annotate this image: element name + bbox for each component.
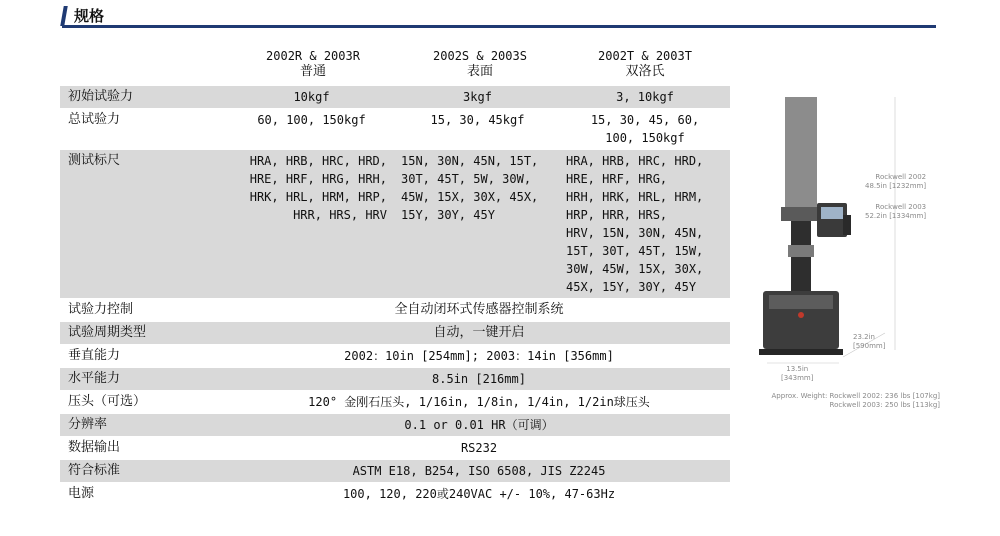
spec-table <box>60 86 730 506</box>
weight-label <box>745 392 940 410</box>
cell-value: ASTM E18, B254, ISO 6508, JIS Z2245 <box>228 460 730 483</box>
column-headers <box>60 48 730 86</box>
table-row <box>60 414 730 437</box>
row-label: 电源 <box>60 483 228 506</box>
column-model: 2002T & 2003T <box>598 49 692 63</box>
dim-text: [343mm] <box>781 374 814 382</box>
dim-text: [590mm] <box>853 342 886 350</box>
row-label: 垂直能力 <box>60 345 228 368</box>
row-label: 分辨率 <box>60 414 228 437</box>
tester-foot <box>759 349 843 355</box>
row-label: 初始试验力 <box>60 86 228 109</box>
cell-value: 3kgf <box>395 86 560 109</box>
cell-value: HRA, HRB, HRC, HRD, HRE, HRF, HRG, HRH, HRK, HRL, HRM, HRP, HRR, HRS, HRV, 15N, 30N, 45N, 15T, 30T, 45T, 15W, 30W, 45W, 15X, 30X, 45X, 15Y, 30Y, 45Y <box>560 150 730 299</box>
row-label: 试验周期类型 <box>60 322 228 345</box>
row-label: 符合标准 <box>60 460 228 483</box>
row-label: 总试验力 <box>60 109 228 150</box>
panel-arm <box>843 215 851 235</box>
tester-figure <box>745 95 940 415</box>
table-row <box>60 150 730 299</box>
display-screen <box>821 207 843 219</box>
cell-value: 2002：10in [254mm]; 2003：14in [356mm] <box>228 345 730 368</box>
cell-value: 15N, 30N, 45N, 15T, 30T, 45T, 5W, 30W, 45W, 15X, 30X, 45X, 15Y, 30Y, 45Y <box>395 150 560 299</box>
table-row <box>60 109 730 150</box>
dim-text: 48.5in [1232mm] <box>865 182 927 190</box>
table-row <box>60 86 730 109</box>
table-row <box>60 299 730 322</box>
depth-label <box>853 333 885 351</box>
section-title: 规格 <box>74 7 105 25</box>
cell-value: 3, 10kgf <box>560 86 730 109</box>
cell-value: 60, 100, 150kgf <box>228 109 395 150</box>
column-model: 2002R & 2003R <box>266 49 360 63</box>
row-label: 试验力控制 <box>60 299 228 322</box>
cell-value: 全自动闭环式传感器控制系统 <box>228 299 730 322</box>
height-label-2002 <box>865 173 926 191</box>
cell-value: HRA, HRB, HRC, HRD, HRE, HRF, HRG, HRH, HRK, HRL, HRM, HRP, HRR, HRS, HRV <box>228 150 395 299</box>
row-label: 数据输出 <box>60 437 228 460</box>
column-type: 表面 <box>466 64 493 79</box>
dim-text: 13.5in <box>786 365 809 373</box>
cell-value: 15, 30, 45, 60, 100, 150kgf <box>560 109 730 150</box>
tester-column <box>785 97 817 207</box>
table-row <box>60 322 730 345</box>
row-label: 水平能力 <box>60 368 228 391</box>
dim-text: Rockwell 2003 <box>875 203 927 211</box>
dim-text: Rockwell 2003: 250 lbs [113kg] <box>829 401 940 409</box>
row-label: 测试标尺 <box>60 150 228 299</box>
hardness-tester-image <box>745 95 940 415</box>
column-type: 双洛氏 <box>625 64 665 79</box>
cell-value: 100, 120, 220或240VAC +/- 10%, 47-63Hz <box>228 483 730 506</box>
table-row <box>60 391 730 414</box>
height-label-2003 <box>865 203 926 221</box>
width-label <box>781 365 813 383</box>
cell-value: 自动，一键开启 <box>228 322 730 345</box>
logo-mark <box>798 312 804 318</box>
cell-value: 10kgf <box>228 86 395 109</box>
cell-value: 120° 金刚石压头, 1/16in, 1/8in, 1/4in, 1/2in球压头 <box>228 391 730 414</box>
dim-text: 23.2in <box>853 333 875 341</box>
cell-value: 0.1 or 0.01 HR（可调） <box>228 414 730 437</box>
base-top <box>769 295 833 309</box>
cell-value: RS232 <box>228 437 730 460</box>
header-rule <box>62 25 936 28</box>
dim-text: Rockwell 2002 <box>875 173 927 181</box>
cell-value: 8.5in [216mm] <box>228 368 730 391</box>
section-header <box>62 4 936 28</box>
dim-text: 52.2in [1334mm] <box>865 212 927 220</box>
anvil <box>788 245 814 257</box>
dim-text: Approx. Weight: Rockwell 2002: 236 lbs [107kg] <box>771 392 940 400</box>
column-header-r <box>228 48 398 80</box>
table-row <box>60 460 730 483</box>
column-type: 普通 <box>299 64 326 79</box>
tester-head <box>781 207 821 221</box>
column-model: 2002S & 2003S <box>433 49 527 63</box>
table-row <box>60 345 730 368</box>
column-header-s <box>395 48 565 80</box>
row-label: 压头（可选） <box>60 391 228 414</box>
cell-value: 15, 30, 45kgf <box>395 109 560 150</box>
table-row <box>60 368 730 391</box>
column-header-t <box>560 48 730 80</box>
table-row <box>60 437 730 460</box>
section-marker <box>60 6 68 26</box>
table-row <box>60 483 730 506</box>
